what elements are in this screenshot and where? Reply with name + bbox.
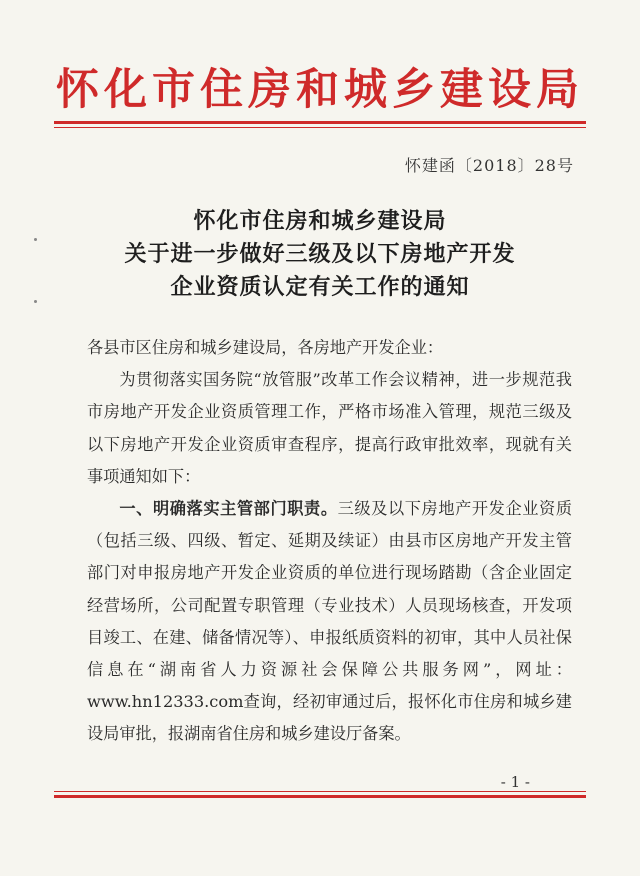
- footer-rule-thin: [54, 791, 586, 792]
- letterhead-rule-thick: [54, 121, 586, 124]
- binding-hole-mark: [34, 300, 37, 303]
- notice-title-line-1: 怀化市住房和城乡建设局: [193, 208, 447, 234]
- binding-hole-mark: [34, 238, 37, 241]
- footer-rule-thick: [54, 795, 586, 798]
- notice-title-line-2: 关于进一步做好三级及以下房地产开发: [124, 241, 516, 267]
- salutation: 各县市区住房和城乡建设局，各房地产开发企业：: [87, 338, 444, 357]
- section-1-heading: 一、明确落实主管部门职责。: [119, 499, 338, 519]
- document-number: 怀建函〔2018〕28号: [404, 156, 574, 175]
- page-number: - 1 -: [500, 773, 530, 791]
- section-1-text: 三级及以下房地产开发企业资质（包括三级、四级、暂定、延期及续证）由县市区房地产开发主管部门对申报房地产开发企业资质的单位进行现场踏勘（含企业固定经营场所，公司配置专职管理（专业技术）人员现场核查，开发项目竣工、在建、储备情况等）、申报纸质资料的初审，其中人员社保信息在“湖南省人力资源社会保障公共服务网”，网址：www.hn12333.com查询，经初审通过后，报怀化市住房和城乡建设局审批，报湖南省住房和城乡建设厅备案。: [87, 499, 573, 744]
- notice-title-line-3: 企业资质认定有关工作的通知: [170, 274, 470, 300]
- agency-letterhead: 怀化市住房和城乡建设局: [56, 65, 584, 115]
- notice-title: [0, 205, 640, 304]
- letterhead-rule-thin: [54, 127, 586, 128]
- section-1-paragraph: [87, 493, 572, 751]
- notice-body: [87, 332, 572, 751]
- intro-paragraph: 为贯彻落实国务院“放管服”改革工作会议精神，进一步规范我市房地产开发企业资质管理工作，严格市场准入管理，规范三级及以下房地产开发企业资质审查程序，提高行政审批效率，现就有关事项通知如下：: [87, 370, 572, 486]
